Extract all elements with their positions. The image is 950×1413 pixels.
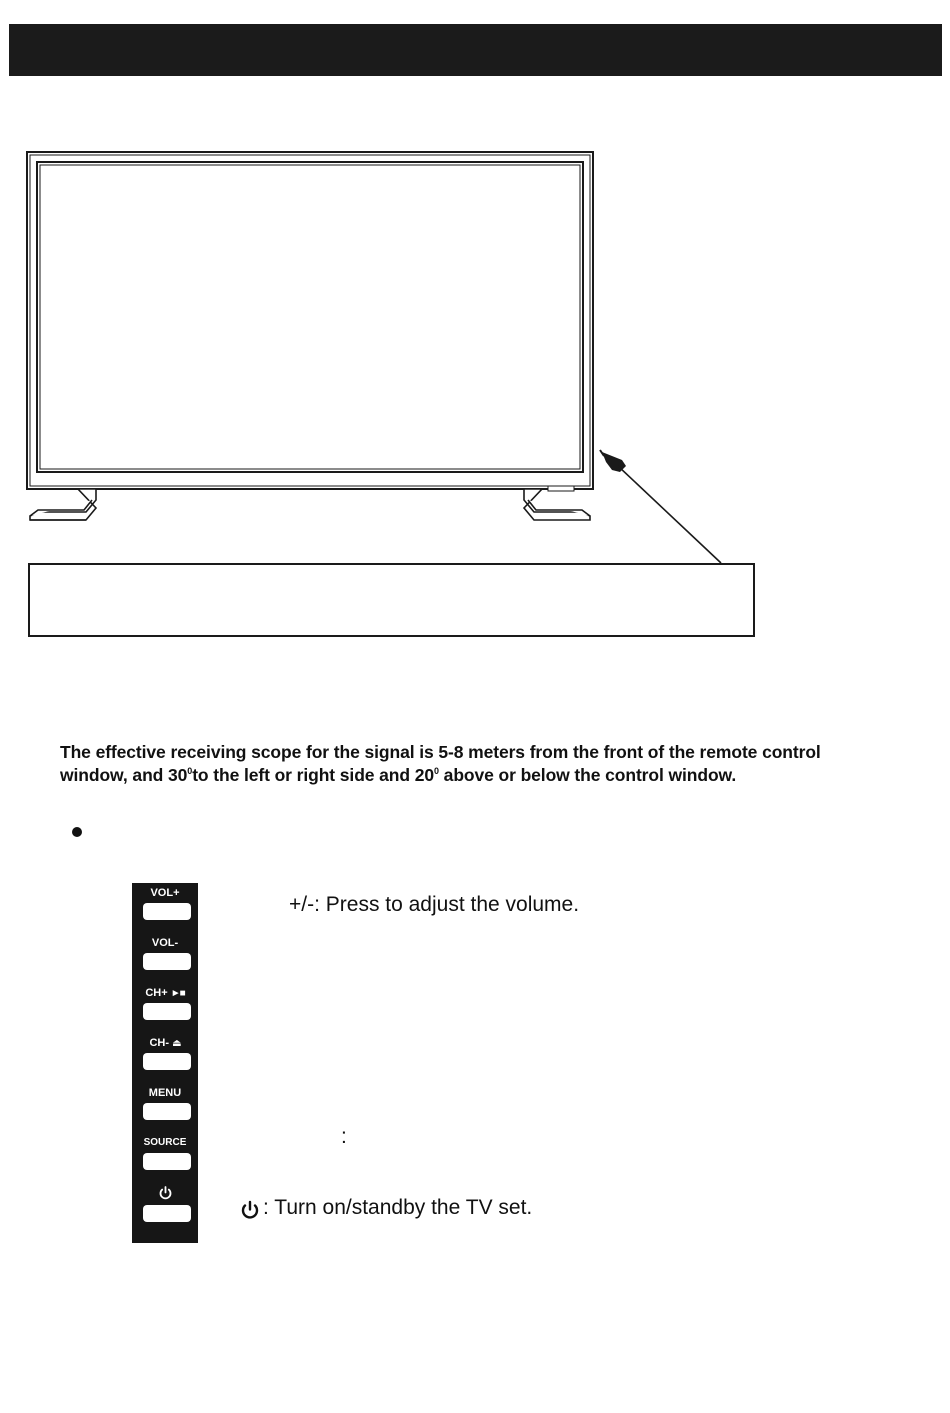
bullet-dot [72,827,82,837]
vol-up-label: VOL+ [150,887,180,899]
degree-mark-1: 0 [187,766,193,776]
ch-up-label: CH+ [145,987,168,999]
tv-screen [37,162,583,472]
vol-down-button[interactable] [143,953,191,970]
hand-pointer-icon [600,450,626,472]
tv-stand-left [30,489,96,520]
callout-box [28,563,755,637]
header-bar [9,24,942,76]
play-stop-icon: ►■ [170,988,185,999]
menu-button[interactable] [143,1103,191,1120]
volume-description: +/-: Press to adjust the volume. [289,893,580,916]
power-description: : Turn on/standby the TV set. [263,1196,533,1219]
source-description: : [341,1125,347,1148]
intro-text-2: to the left or right side and 20 [192,765,435,785]
tv-stand-right [524,489,590,520]
intro-paragraph [60,741,860,787]
ch-down-label-wrap [132,1037,198,1050]
power-icon-inline [240,1200,260,1220]
tv-illustration [0,140,760,570]
intro-text-1: The effective receiving scope for the signal is 5-8 meters from the front of the remote control window, and 30 [60,742,821,785]
callout-leader-line [618,466,721,563]
power-button[interactable] [143,1205,191,1222]
vol-down-label: VOL- [151,937,179,949]
ch-down-button[interactable] [143,1053,191,1070]
side-control-panel [132,883,198,1243]
vol-up-button[interactable] [143,903,191,920]
power-icon [159,1186,172,1200]
ch-up-button[interactable] [143,1003,191,1020]
eject-icon: ⏏ [172,1038,181,1049]
ch-down-label: CH- [149,1037,170,1049]
source-button[interactable] [143,1153,191,1170]
intro-text-3: above or below the control window. [438,765,737,785]
degree-mark-2: 0 [434,766,439,776]
ch-up-label-wrap [132,987,198,1000]
menu-label: MENU [148,1087,182,1099]
ir-window [548,486,574,491]
source-label: SOURCE [143,1137,187,1148]
